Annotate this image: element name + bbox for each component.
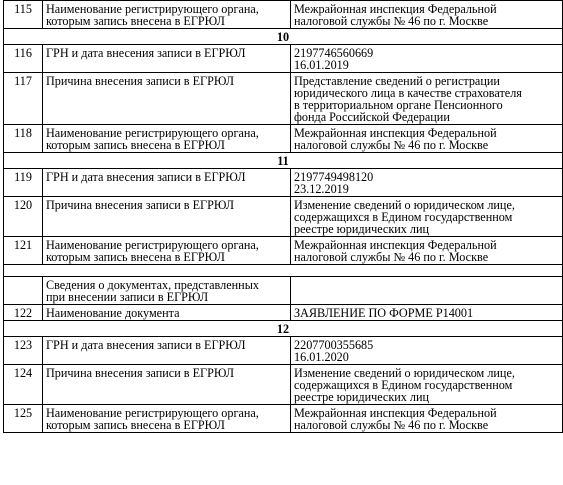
field-value bbox=[291, 365, 563, 405]
field-value-line: налоговой службы № 46 по г. Москве bbox=[294, 14, 489, 28]
field-label-line: ГРН и дата внесения записи в ЕГРЮЛ bbox=[46, 46, 246, 60]
field-label-line: которым запись внесена в ЕГРЮЛ bbox=[46, 418, 225, 432]
table-row bbox=[4, 305, 563, 321]
field-value-line: Межрайонная инспекция Федеральной bbox=[294, 238, 497, 252]
field-label-line: при внесении записи в ЕГРЮЛ bbox=[46, 290, 209, 304]
field-value bbox=[291, 277, 563, 305]
field-value-line: налоговой службы № 46 по г. Москве bbox=[294, 250, 489, 264]
field-value bbox=[291, 237, 563, 265]
row-number: 124 bbox=[4, 365, 43, 405]
blank-row bbox=[4, 265, 563, 277]
row-number: 118 bbox=[4, 125, 43, 153]
field-label bbox=[43, 197, 291, 237]
section-header-row bbox=[4, 153, 563, 169]
field-value-line: Межрайонная инспекция Федеральной bbox=[294, 406, 497, 420]
blank-cell bbox=[4, 265, 563, 277]
field-label-line: которым запись внесена в ЕГРЮЛ bbox=[46, 250, 225, 264]
field-value-line: содержащихся в Едином государственном bbox=[294, 378, 513, 392]
table-row bbox=[4, 277, 563, 305]
row-number: 116 bbox=[4, 45, 43, 73]
field-value-line: Изменение сведений о юридическом лице, bbox=[294, 366, 515, 380]
field-label bbox=[43, 169, 291, 197]
row-number: 121 bbox=[4, 237, 43, 265]
table-row bbox=[4, 169, 563, 197]
field-value bbox=[291, 125, 563, 153]
field-value-line: реестре юридических лиц bbox=[294, 222, 430, 236]
egrul-records-body bbox=[4, 1, 563, 433]
field-label-line: которым запись внесена в ЕГРЮЛ bbox=[46, 14, 225, 28]
field-value-line: Межрайонная инспекция Федеральной bbox=[294, 2, 497, 16]
table-row bbox=[4, 197, 563, 237]
section-header-row bbox=[4, 321, 563, 337]
field-label bbox=[43, 365, 291, 405]
row-number: 122 bbox=[4, 305, 43, 321]
field-value-line: 2207700355685 bbox=[294, 338, 374, 352]
field-label-line: Наименование документа bbox=[46, 306, 180, 320]
field-value-line: в территориальном органе Пенсионного bbox=[294, 98, 503, 112]
field-label-line: Причина внесения записи в ЕГРЮЛ bbox=[46, 74, 235, 88]
field-value-line: налоговой службы № 46 по г. Москве bbox=[294, 418, 489, 432]
row-number: 123 bbox=[4, 337, 43, 365]
field-label bbox=[43, 277, 291, 305]
field-label-line: Наименование регистрирующего органа, bbox=[46, 406, 259, 420]
field-value bbox=[291, 337, 563, 365]
field-value-line: 16.01.2020 bbox=[294, 350, 349, 364]
row-number bbox=[4, 277, 43, 305]
section-number: 12 bbox=[4, 321, 563, 337]
field-label-line: Наименование регистрирующего органа, bbox=[46, 2, 259, 16]
table-row bbox=[4, 1, 563, 29]
field-value-line: 2197749498120 bbox=[294, 170, 374, 184]
field-value bbox=[291, 169, 563, 197]
table-row bbox=[4, 73, 563, 125]
field-value-line: Межрайонная инспекция Федеральной bbox=[294, 126, 497, 140]
field-label-line: ГРН и дата внесения записи в ЕГРЮЛ bbox=[46, 338, 246, 352]
table-row bbox=[4, 337, 563, 365]
field-value-line: фонда Российской Федерации bbox=[294, 110, 450, 124]
field-value-line: Представление сведений о регистрации bbox=[294, 74, 500, 88]
section-number: 11 bbox=[4, 153, 563, 169]
field-value bbox=[291, 305, 563, 321]
field-value bbox=[291, 197, 563, 237]
row-number: 117 bbox=[4, 73, 43, 125]
field-value-line: содержащихся в Едином государственном bbox=[294, 210, 513, 224]
section-number: 10 bbox=[4, 29, 563, 45]
section-header-row bbox=[4, 29, 563, 45]
field-label bbox=[43, 45, 291, 73]
row-number: 115 bbox=[4, 1, 43, 29]
row-number: 120 bbox=[4, 197, 43, 237]
field-label-line: которым запись внесена в ЕГРЮЛ bbox=[46, 138, 225, 152]
field-value-line: 2197746560669 bbox=[294, 46, 374, 60]
field-value-line: 16.01.2019 bbox=[294, 58, 349, 72]
field-label-line: Сведения о документах, представленных bbox=[46, 278, 259, 292]
table-row bbox=[4, 237, 563, 265]
field-value bbox=[291, 405, 563, 433]
field-label bbox=[43, 305, 291, 321]
field-value bbox=[291, 73, 563, 125]
field-value-line: ЗАЯВЛЕНИЕ ПО ФОРМЕ Р14001 bbox=[294, 306, 474, 320]
field-label-line: Причина внесения записи в ЕГРЮЛ bbox=[46, 198, 235, 212]
table-row bbox=[4, 365, 563, 405]
field-label bbox=[43, 73, 291, 125]
field-value-line: юридического лица в качестве страхователя bbox=[294, 86, 522, 100]
field-label-line: Наименование регистрирующего органа, bbox=[46, 238, 259, 252]
field-value-line: 23.12.2019 bbox=[294, 182, 349, 196]
field-value-line: налоговой службы № 46 по г. Москве bbox=[294, 138, 489, 152]
field-value-line: реестре юридических лиц bbox=[294, 390, 430, 404]
field-value-line: Изменение сведений о юридическом лице, bbox=[294, 198, 515, 212]
field-label bbox=[43, 125, 291, 153]
egrul-records-table bbox=[3, 0, 563, 433]
field-label-line: Наименование регистрирующего органа, bbox=[46, 126, 259, 140]
row-number: 119 bbox=[4, 169, 43, 197]
field-label bbox=[43, 405, 291, 433]
table-row bbox=[4, 125, 563, 153]
table-row bbox=[4, 405, 563, 433]
table-row bbox=[4, 45, 563, 73]
field-value bbox=[291, 45, 563, 73]
field-label bbox=[43, 237, 291, 265]
field-label-line: ГРН и дата внесения записи в ЕГРЮЛ bbox=[46, 170, 246, 184]
field-label bbox=[43, 1, 291, 29]
field-value bbox=[291, 1, 563, 29]
field-label-line: Причина внесения записи в ЕГРЮЛ bbox=[46, 366, 235, 380]
row-number: 125 bbox=[4, 405, 43, 433]
field-label bbox=[43, 337, 291, 365]
